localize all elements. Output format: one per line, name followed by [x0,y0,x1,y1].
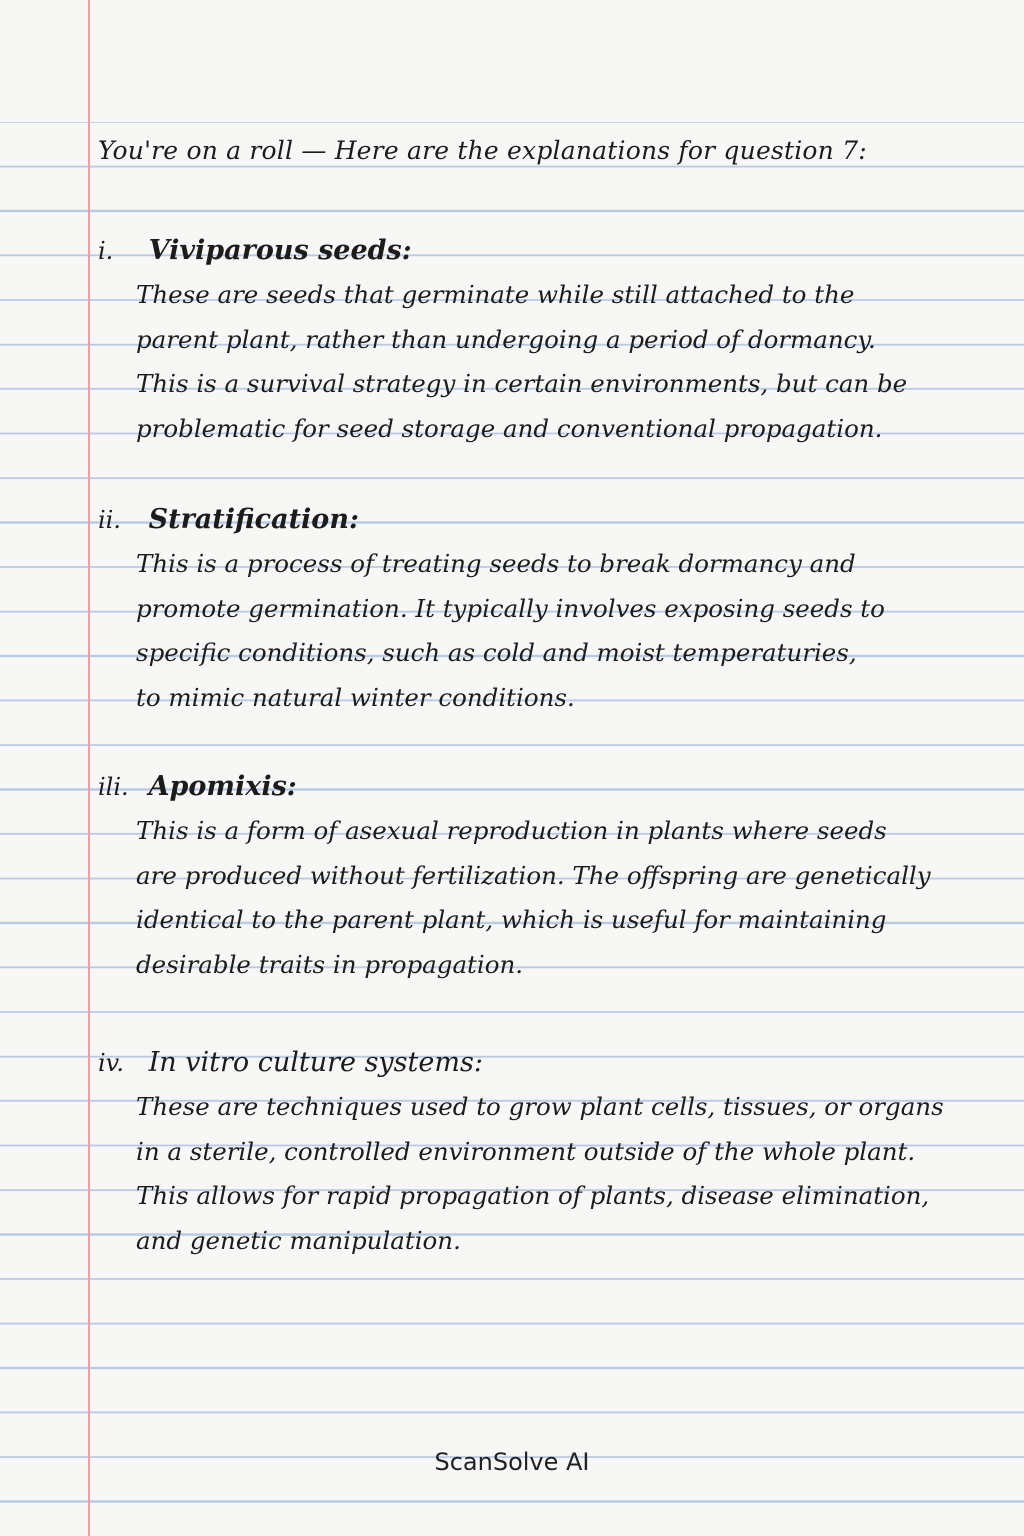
section-term: Stratification: [148,504,359,535]
body-line: promote germination. It typically involves exposing seeds to [136,593,885,623]
section-stratification [98,498,978,720]
body-line: and genetic manipulation. [136,1225,461,1255]
section-viviparous-seeds [98,229,978,451]
body-line: specific conditions, such as cold and moist temperaturies, [136,638,857,667]
section-term: In vitro culture systems: [148,1047,483,1078]
section-term: Viviparous seeds: [148,235,412,266]
body-line: identical to the parent plant, which is useful for maintaining [136,905,887,934]
section-apomixis [98,765,978,987]
section-body [136,273,978,451]
section-heading [98,229,978,273]
body-line: This is a survival strategy in certain environments, but can be [136,369,908,398]
section-term: Apomixis: [148,771,297,802]
body-line: desirable traits in propagation. [136,949,524,979]
body-line: are produced without fertilization. The offspring are genetically [136,860,931,890]
section-numeral: ii. [98,506,121,534]
section-numeral: i. [98,237,114,265]
section-heading [98,498,978,542]
body-line: problematic for seed storage and conventional propagation. [136,413,883,443]
body-line: parent plant, rather than undergoing a period of dormancy. [136,324,876,354]
section-numeral: ili. [98,773,129,801]
body-line: These are seeds that germinate while still attached to the [136,280,855,309]
body-line: This is a process of treating seeds to break dormancy and [136,549,856,578]
section-body [136,1085,978,1263]
section-body [136,542,978,720]
section-heading [98,1041,978,1085]
footer-brand: ScanSolve AI [434,1448,590,1476]
body-line: in a sterile, controlled environment outside of the whole plant. [136,1136,916,1166]
body-line: to mimic natural winter conditions. [136,682,575,712]
section-in-vitro-culture [98,1041,978,1263]
section-heading [98,765,978,809]
body-line: This allows for rapid propagation of plants, disease elimination, [136,1181,930,1210]
section-body [136,809,978,987]
section-numeral: iv. [98,1049,125,1077]
body-line: This is a form of asexual reproduction in plants where seeds [136,816,887,845]
intro-text: You're on a roll — Here are the explanations for question 7: [98,136,867,165]
body-line: These are techniques used to grow plant cells, tissues, or organs [136,1092,944,1121]
